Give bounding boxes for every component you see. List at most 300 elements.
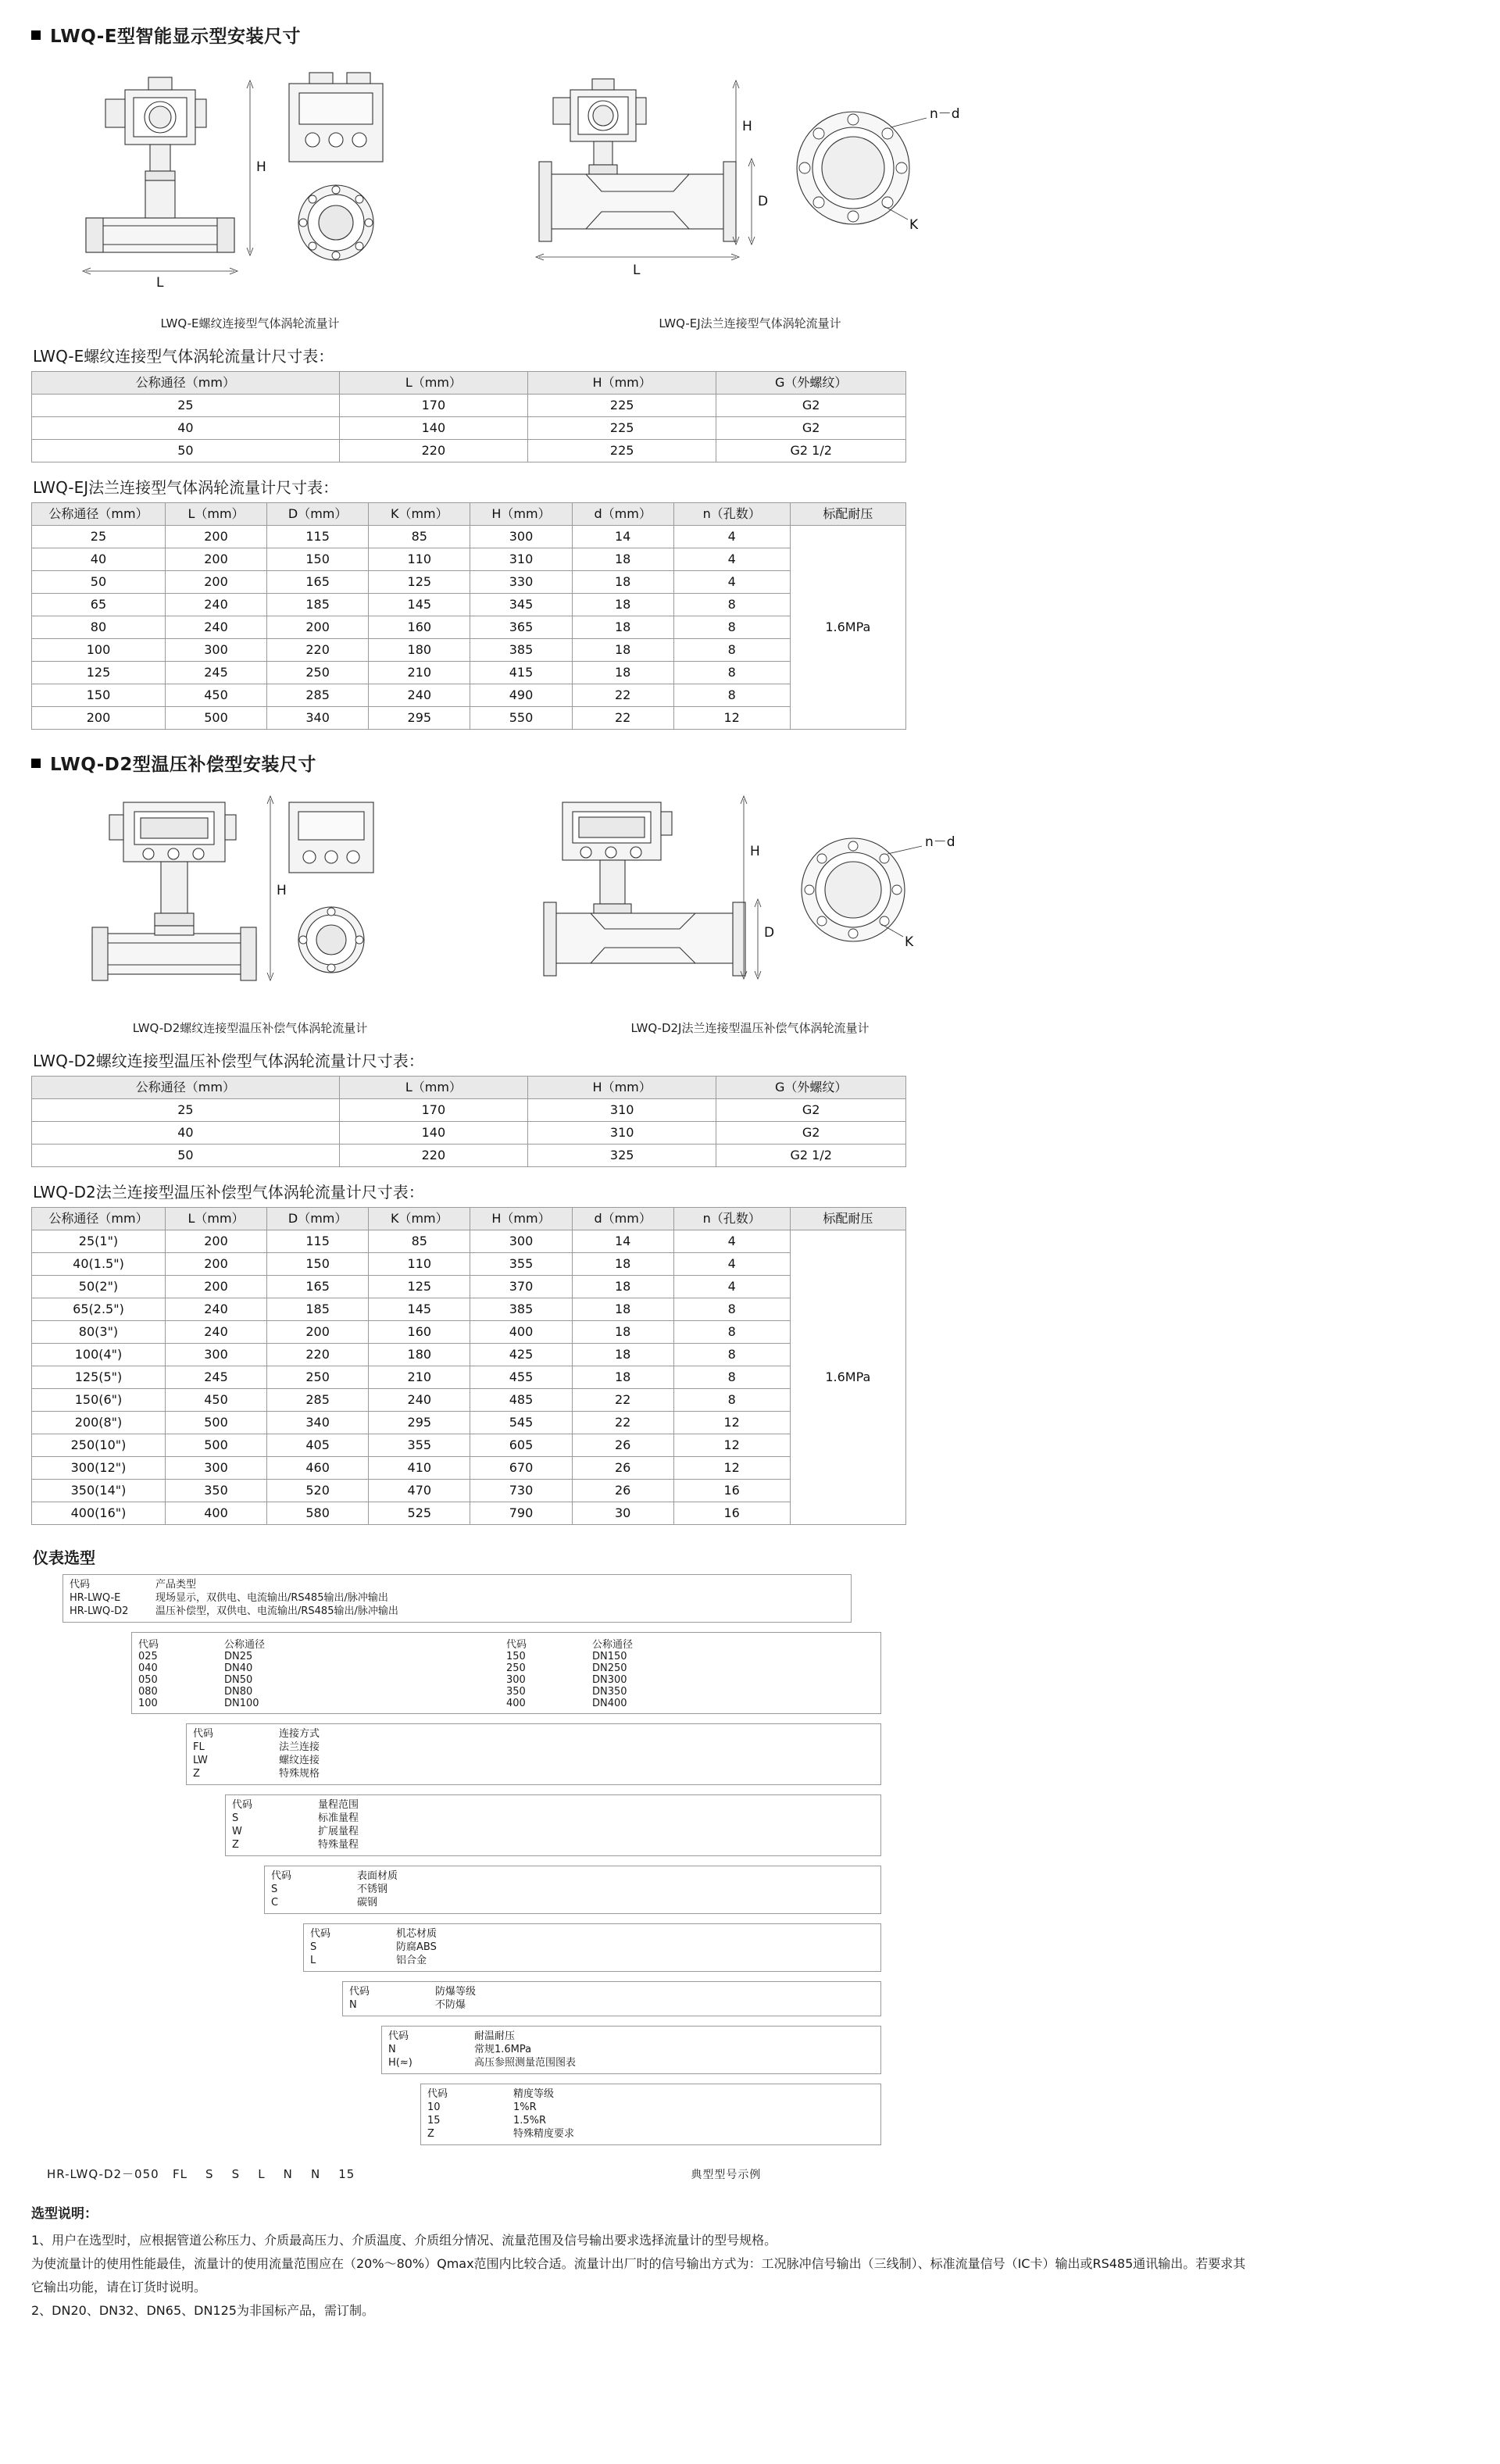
table-lwq-e-threaded xyxy=(31,371,906,462)
cell-6: 16 xyxy=(673,1480,790,1502)
cell-3: 470 xyxy=(369,1480,470,1502)
cell-1: 245 xyxy=(165,1366,266,1389)
th-7: 标配耐压 xyxy=(790,1208,905,1230)
table-title-e2: LWQ-EJ法兰连接型气体涡轮流量计尺寸表： xyxy=(33,478,339,497)
row-desc: DN300 xyxy=(592,1674,627,1686)
cell-2: 115 xyxy=(267,1230,369,1253)
block-row xyxy=(232,1825,874,1838)
cell-h: 325 xyxy=(527,1145,716,1167)
cell-0: 150(6") xyxy=(32,1389,166,1412)
table-header-row xyxy=(32,1208,906,1230)
dim-label-nd: n－d xyxy=(930,106,960,122)
block-row xyxy=(193,1767,874,1780)
cell-4: 355 xyxy=(470,1253,572,1276)
block-header xyxy=(70,1578,845,1591)
header-code: 代码 xyxy=(232,1799,253,1811)
cell-2: 405 xyxy=(267,1434,369,1457)
cell-6: 12 xyxy=(673,1434,790,1457)
row-desc: DN50 xyxy=(224,1674,253,1686)
row-code: FL xyxy=(193,1741,205,1753)
note-4: 2、DN20、DN32、DN65、DN125为非国标产品，需订制。 xyxy=(31,2303,374,2318)
dim-label-L2: L xyxy=(633,262,641,278)
model-block-accuracy xyxy=(420,2084,881,2145)
section-heading-e xyxy=(31,22,1469,48)
row-desc: 特殊精度要求 xyxy=(513,2128,575,2140)
cell-5: 18 xyxy=(572,1366,673,1389)
cell-0: 40 xyxy=(32,548,166,571)
row-code: W xyxy=(232,1826,242,1837)
cell-h: 225 xyxy=(527,395,716,417)
block-row xyxy=(427,2101,874,2114)
cell-g: G2 xyxy=(716,395,906,417)
table-row xyxy=(32,1145,906,1167)
section-heading-e-label: LWQ-E型智能显示型安装尺寸 xyxy=(50,27,301,47)
cell-2: 200 xyxy=(267,616,369,639)
cell-dn: 50 xyxy=(32,440,340,462)
figure-lwq-e-threaded xyxy=(31,52,469,331)
table-row xyxy=(32,417,906,440)
cell-4: 330 xyxy=(470,571,572,594)
cell-1: 300 xyxy=(165,1457,266,1480)
cell-6: 4 xyxy=(673,571,790,594)
cell-6: 4 xyxy=(673,526,790,548)
cell-dn: 25 xyxy=(32,395,340,417)
row-desc: DN350 xyxy=(592,1686,627,1698)
cell-2: 150 xyxy=(267,548,369,571)
cell-dn: 40 xyxy=(32,1122,340,1145)
cell-5: 18 xyxy=(572,1276,673,1298)
cell-6: 8 xyxy=(673,639,790,662)
cell-2: 285 xyxy=(267,684,369,707)
block-row xyxy=(271,1883,874,1896)
model-block-product-type xyxy=(62,1574,852,1623)
block-row xyxy=(232,1812,874,1825)
cell-3: 410 xyxy=(369,1457,470,1480)
table-title-d2-2: LWQ-D2法兰连接型温压补偿型气体涡轮流量计尺寸表： xyxy=(33,1183,424,1202)
cell-5: 26 xyxy=(572,1480,673,1502)
cell-4: 300 xyxy=(470,1230,572,1253)
cell-1: 500 xyxy=(165,707,266,730)
cell-6: 8 xyxy=(673,684,790,707)
cell-6: 8 xyxy=(673,662,790,684)
cell-2: 520 xyxy=(267,1480,369,1502)
cell-5: 22 xyxy=(572,1389,673,1412)
th-4: H（mm） xyxy=(470,1208,572,1230)
table-row xyxy=(32,1099,906,1122)
header-desc: 表面材质 xyxy=(357,1870,398,1882)
th-3: K（mm） xyxy=(369,503,470,526)
cell-2: 115 xyxy=(267,526,369,548)
cell-3: 295 xyxy=(369,1412,470,1434)
cell-3: 85 xyxy=(369,526,470,548)
row-desc: DN250 xyxy=(592,1662,627,1674)
cell-1: 245 xyxy=(165,662,266,684)
row-code: N xyxy=(349,1999,357,2011)
cell-4: 790 xyxy=(470,1502,572,1525)
row-desc: DN150 xyxy=(592,1651,627,1662)
cell-6: 8 xyxy=(673,1344,790,1366)
cell-4: 455 xyxy=(470,1366,572,1389)
model-code-string: HR-LWQ-D2－050 FL S S L N N 15 xyxy=(47,2167,355,2181)
table-row xyxy=(32,662,906,684)
th-g: G（外螺纹） xyxy=(716,372,906,395)
cell-5: 18 xyxy=(572,1253,673,1276)
row-code: L xyxy=(310,1955,316,1966)
cell-2: 220 xyxy=(267,1344,369,1366)
cell-2: 460 xyxy=(267,1457,369,1480)
row-code: Z xyxy=(193,1768,200,1780)
header-code: 代码 xyxy=(193,1728,214,1740)
block-row xyxy=(70,1591,845,1605)
drawing-lwq-ej-flange xyxy=(500,52,1000,310)
block-row xyxy=(427,2114,874,2127)
cell-3: 180 xyxy=(369,639,470,662)
cell-3: 110 xyxy=(369,548,470,571)
cell-2: 200 xyxy=(267,1321,369,1344)
cell-5: 22 xyxy=(572,1412,673,1434)
cell-h: 225 xyxy=(527,417,716,440)
cell-5: 26 xyxy=(572,1457,673,1480)
cell-3: 240 xyxy=(369,1389,470,1412)
cell-4: 365 xyxy=(470,616,572,639)
table-row xyxy=(32,1457,906,1480)
cell-g: G2 xyxy=(716,1122,906,1145)
cell-1: 240 xyxy=(165,1321,266,1344)
cell-5: 22 xyxy=(572,684,673,707)
header-desc: 产品类型 xyxy=(155,1579,197,1591)
block-row xyxy=(232,1838,874,1852)
cell-6: 16 xyxy=(673,1502,790,1525)
figure-lwq-d2-threaded xyxy=(31,780,469,1036)
cell-l: 140 xyxy=(339,417,527,440)
header-code: 代码 xyxy=(271,1870,292,1882)
cell-0: 40(1.5") xyxy=(32,1253,166,1276)
table-row xyxy=(32,1434,906,1457)
table-row xyxy=(32,1230,906,1253)
cell-2: 340 xyxy=(267,707,369,730)
header-code: 代码 xyxy=(310,1928,331,1940)
model-code-example-line xyxy=(47,2166,1062,2182)
th-dn: 公称通径（mm） xyxy=(32,1077,340,1099)
model-block-temp-pressure xyxy=(381,2026,881,2074)
header-desc: 连接方式 xyxy=(279,1728,320,1740)
row-code: Z xyxy=(427,2128,434,2140)
row-desc: 1%R xyxy=(513,2102,537,2113)
row-code: S xyxy=(310,1941,317,1953)
table-row xyxy=(32,1321,906,1344)
cell-l: 140 xyxy=(339,1122,527,1145)
cell-h: 310 xyxy=(527,1099,716,1122)
th-l: L（mm） xyxy=(339,1077,527,1099)
cell-6: 8 xyxy=(673,1321,790,1344)
cell-dn: 25 xyxy=(32,1099,340,1122)
table-lwq-ej-flange xyxy=(31,502,906,730)
row-code: 350 xyxy=(506,1686,526,1698)
cell-3: 295 xyxy=(369,707,470,730)
cell-3: 210 xyxy=(369,662,470,684)
th-0: 公称通径（mm） xyxy=(32,503,166,526)
row-code: 15 xyxy=(427,2115,441,2127)
cell-dn: 50 xyxy=(32,1145,340,1167)
cell-1: 200 xyxy=(165,1230,266,1253)
cell-1: 240 xyxy=(165,616,266,639)
row-code: S xyxy=(271,1884,278,1895)
cell-4: 730 xyxy=(470,1480,572,1502)
row-desc: 1.5%R xyxy=(513,2115,547,2127)
cell-6: 12 xyxy=(673,1457,790,1480)
dim-label-nd2: n－d xyxy=(925,834,955,850)
cell-0: 25 xyxy=(32,526,166,548)
cell-1: 240 xyxy=(165,594,266,616)
header-desc: 机芯材质 xyxy=(396,1928,438,1940)
row-desc: 螺纹连接 xyxy=(279,1755,320,1766)
dim-label-H4: H xyxy=(750,844,760,859)
row-desc: 防腐ABS xyxy=(396,1941,437,1953)
row-code: N xyxy=(388,2044,396,2055)
cell-5: 30 xyxy=(572,1502,673,1525)
cell-4: 605 xyxy=(470,1434,572,1457)
cell-5: 14 xyxy=(572,1230,673,1253)
cell-1: 240 xyxy=(165,1298,266,1321)
dim-label-K: K xyxy=(909,217,919,233)
row-desc: 现场显示，双供电、电流输出/RS485输出/脉冲输出 xyxy=(155,1592,388,1604)
table-row xyxy=(32,526,906,548)
cell-l: 170 xyxy=(339,395,527,417)
cell-dn: 40 xyxy=(32,417,340,440)
table-header-row xyxy=(32,1077,906,1099)
table-row xyxy=(32,616,906,639)
header-desc: 公称通径 xyxy=(224,1639,266,1651)
table-row xyxy=(32,1276,906,1298)
cell-3: 180 xyxy=(369,1344,470,1366)
th-l: L（mm） xyxy=(339,372,527,395)
model-block-explosion-proof xyxy=(342,1981,881,2016)
th-dn: 公称通径（mm） xyxy=(32,372,340,395)
table-row xyxy=(32,1389,906,1412)
block-row xyxy=(138,1674,874,1686)
cell-g: G2 xyxy=(716,1099,906,1122)
cell-0: 300(12") xyxy=(32,1457,166,1480)
row-desc: 标准量程 xyxy=(318,1812,359,1824)
model-selection-title: 仪表选型 xyxy=(33,1548,95,1567)
block-row xyxy=(70,1605,845,1618)
cell-5: 18 xyxy=(572,616,673,639)
cell-0: 250(10") xyxy=(32,1434,166,1457)
cell-0: 65(2.5") xyxy=(32,1298,166,1321)
dim-label-H3: H xyxy=(277,883,287,898)
th-5: d（mm） xyxy=(572,1208,673,1230)
row-code: C xyxy=(271,1897,279,1909)
header-code: 代码 xyxy=(70,1579,91,1591)
cell-0: 125(5") xyxy=(32,1366,166,1389)
note-3: 它输出功能，请在订货时说明。 xyxy=(31,2280,207,2294)
section-heading-d2-label: LWQ-D2型温压补偿型安装尺寸 xyxy=(50,755,316,775)
table-row xyxy=(32,395,906,417)
table-row xyxy=(32,548,906,571)
header-code: 代码 xyxy=(349,1986,370,1998)
cell-0: 200 xyxy=(32,707,166,730)
cell-3: 240 xyxy=(369,684,470,707)
drawings-e xyxy=(31,52,1469,331)
cell-l: 220 xyxy=(339,1145,527,1167)
cell-pressure: 1.6MPa xyxy=(790,526,905,730)
row-code: HR-LWQ-E xyxy=(70,1592,121,1604)
th-1: L（mm） xyxy=(165,1208,266,1230)
row-desc: DN100 xyxy=(224,1698,259,1709)
cell-4: 370 xyxy=(470,1276,572,1298)
table-title-d2-1: LWQ-D2螺纹连接型温压补偿型气体涡轮流量计尺寸表： xyxy=(33,1052,424,1070)
row-desc: 不防爆 xyxy=(435,1999,466,2011)
cell-4: 310 xyxy=(470,548,572,571)
cell-4: 670 xyxy=(470,1457,572,1480)
model-block-range xyxy=(225,1794,881,1856)
block-row xyxy=(349,1998,874,2012)
row-desc: 特殊量程 xyxy=(318,1839,359,1851)
row-code: H(≈) xyxy=(388,2057,412,2069)
note-2: 为使流量计的使用性能最佳，流量计的使用流量范围应在（20%～80%）Qmax范围内比较合适。流量计出厂时的信号输出方式为：工况脉冲信号输出（三线制）、标准流量信号（IC卡）输出或RS485通讯输出。若要求其 xyxy=(31,2256,1246,2271)
dim-label-D2: D xyxy=(764,925,775,941)
table-row xyxy=(32,594,906,616)
cell-6: 8 xyxy=(673,594,790,616)
cell-2: 150 xyxy=(267,1253,369,1276)
th-2: D（mm） xyxy=(267,1208,369,1230)
cell-0: 400(16") xyxy=(32,1502,166,1525)
th-2: D（mm） xyxy=(267,503,369,526)
cell-5: 18 xyxy=(572,1298,673,1321)
row-code: 040 xyxy=(138,1662,158,1674)
figure-caption-e1: LWQ-E螺纹连接型气体涡轮流量计 xyxy=(160,316,340,330)
cell-4: 550 xyxy=(470,707,572,730)
row-desc: 不锈钢 xyxy=(357,1884,388,1895)
block-row xyxy=(138,1698,874,1709)
row-code: 400 xyxy=(506,1698,526,1709)
cell-1: 200 xyxy=(165,1253,266,1276)
th-5: d（mm） xyxy=(572,503,673,526)
table-row xyxy=(32,1502,906,1525)
row-code: Z xyxy=(232,1839,239,1851)
cell-0: 350(14") xyxy=(32,1480,166,1502)
header-desc-2: 公称通径 xyxy=(592,1639,634,1651)
cell-0: 80(3") xyxy=(32,1321,166,1344)
figure-lwq-ej-flange xyxy=(500,52,1000,331)
th-1: L（mm） xyxy=(165,503,266,526)
cell-5: 14 xyxy=(572,526,673,548)
row-code: LW xyxy=(193,1755,208,1766)
figure-caption-d2-2: LWQ-D2J法兰连接型温压补偿气体涡轮流量计 xyxy=(630,1021,870,1035)
model-code-example-label: 典型型号示例 xyxy=(691,2168,762,2181)
row-code: 100 xyxy=(138,1698,158,1709)
block-row xyxy=(193,1741,874,1754)
cell-4: 400 xyxy=(470,1321,572,1344)
cell-2: 185 xyxy=(267,594,369,616)
cell-2: 340 xyxy=(267,1412,369,1434)
table-row xyxy=(32,707,906,730)
drawing-lwq-d2j-flange xyxy=(500,780,1000,1015)
row-desc: 碳钢 xyxy=(357,1897,378,1909)
row-desc: DN80 xyxy=(224,1686,253,1698)
table-row xyxy=(32,571,906,594)
cell-g: G2 1/2 xyxy=(716,440,906,462)
row-code: 025 xyxy=(138,1651,158,1662)
drawing-lwq-e-threaded xyxy=(31,52,469,310)
cell-h: 225 xyxy=(527,440,716,462)
cell-5: 18 xyxy=(572,594,673,616)
model-block-core-material xyxy=(303,1923,881,1972)
cell-1: 450 xyxy=(165,1389,266,1412)
block-row xyxy=(271,1896,874,1909)
cell-1: 350 xyxy=(165,1480,266,1502)
cell-3: 145 xyxy=(369,1298,470,1321)
cell-2: 220 xyxy=(267,639,369,662)
table-row xyxy=(32,1298,906,1321)
cell-5: 18 xyxy=(572,571,673,594)
cell-5: 18 xyxy=(572,548,673,571)
block-row xyxy=(193,1754,874,1767)
table-row xyxy=(32,1253,906,1276)
cell-5: 22 xyxy=(572,707,673,730)
cell-2: 250 xyxy=(267,662,369,684)
header-desc: 耐温耐压 xyxy=(474,2030,516,2042)
table-row xyxy=(32,1344,906,1366)
cell-0: 125 xyxy=(32,662,166,684)
cell-1: 450 xyxy=(165,684,266,707)
cell-5: 18 xyxy=(572,639,673,662)
cell-6: 4 xyxy=(673,1253,790,1276)
cell-2: 580 xyxy=(267,1502,369,1525)
cell-5: 26 xyxy=(572,1434,673,1457)
cell-5: 18 xyxy=(572,662,673,684)
header-desc: 精度等级 xyxy=(513,2088,555,2100)
header-desc: 量程范围 xyxy=(318,1799,359,1811)
row-desc: 高压参照测量范围图表 xyxy=(474,2057,577,2069)
row-code: 300 xyxy=(506,1674,526,1686)
th-0: 公称通径（mm） xyxy=(32,1208,166,1230)
row-desc: DN25 xyxy=(224,1651,253,1662)
cell-6: 12 xyxy=(673,707,790,730)
cell-0: 65 xyxy=(32,594,166,616)
cell-1: 200 xyxy=(165,548,266,571)
cell-2: 285 xyxy=(267,1389,369,1412)
row-desc: 法兰连接 xyxy=(279,1741,320,1753)
dim-label-H2: H xyxy=(742,119,752,134)
table-row xyxy=(32,1412,906,1434)
cell-2: 165 xyxy=(267,1276,369,1298)
table-row xyxy=(32,684,906,707)
row-code: 080 xyxy=(138,1686,158,1698)
model-block-surface-material xyxy=(264,1866,881,1914)
note-1: 1、用户在选型时，应根据管道公称压力、介质最高压力、介质温度、介质组分情况、流量范围及信号输出要求选择流量计的型号规格。 xyxy=(31,2233,777,2248)
selection-notes xyxy=(31,2202,1469,2323)
cell-2: 165 xyxy=(267,571,369,594)
figure-caption-e2: LWQ-EJ法兰连接型气体涡轮流量计 xyxy=(659,316,841,330)
cell-6: 8 xyxy=(673,1389,790,1412)
cell-0: 50 xyxy=(32,571,166,594)
th-3: K（mm） xyxy=(369,1208,470,1230)
cell-1: 500 xyxy=(165,1434,266,1457)
th-4: H（mm） xyxy=(470,503,572,526)
model-block-connection xyxy=(186,1723,881,1785)
block-row xyxy=(138,1686,874,1698)
cell-3: 145 xyxy=(369,594,470,616)
table-header-row xyxy=(32,503,906,526)
block-row xyxy=(138,1662,874,1674)
row-desc: 常规1.6MPa xyxy=(474,2044,532,2055)
cell-2: 185 xyxy=(267,1298,369,1321)
row-desc: 铝合金 xyxy=(396,1955,427,1966)
dim-label-D: D xyxy=(758,194,769,209)
row-desc: 温压补偿型，双供电、电流输出/RS485输出/脉冲输出 xyxy=(155,1605,398,1617)
header-code-2: 代码 xyxy=(506,1639,527,1651)
